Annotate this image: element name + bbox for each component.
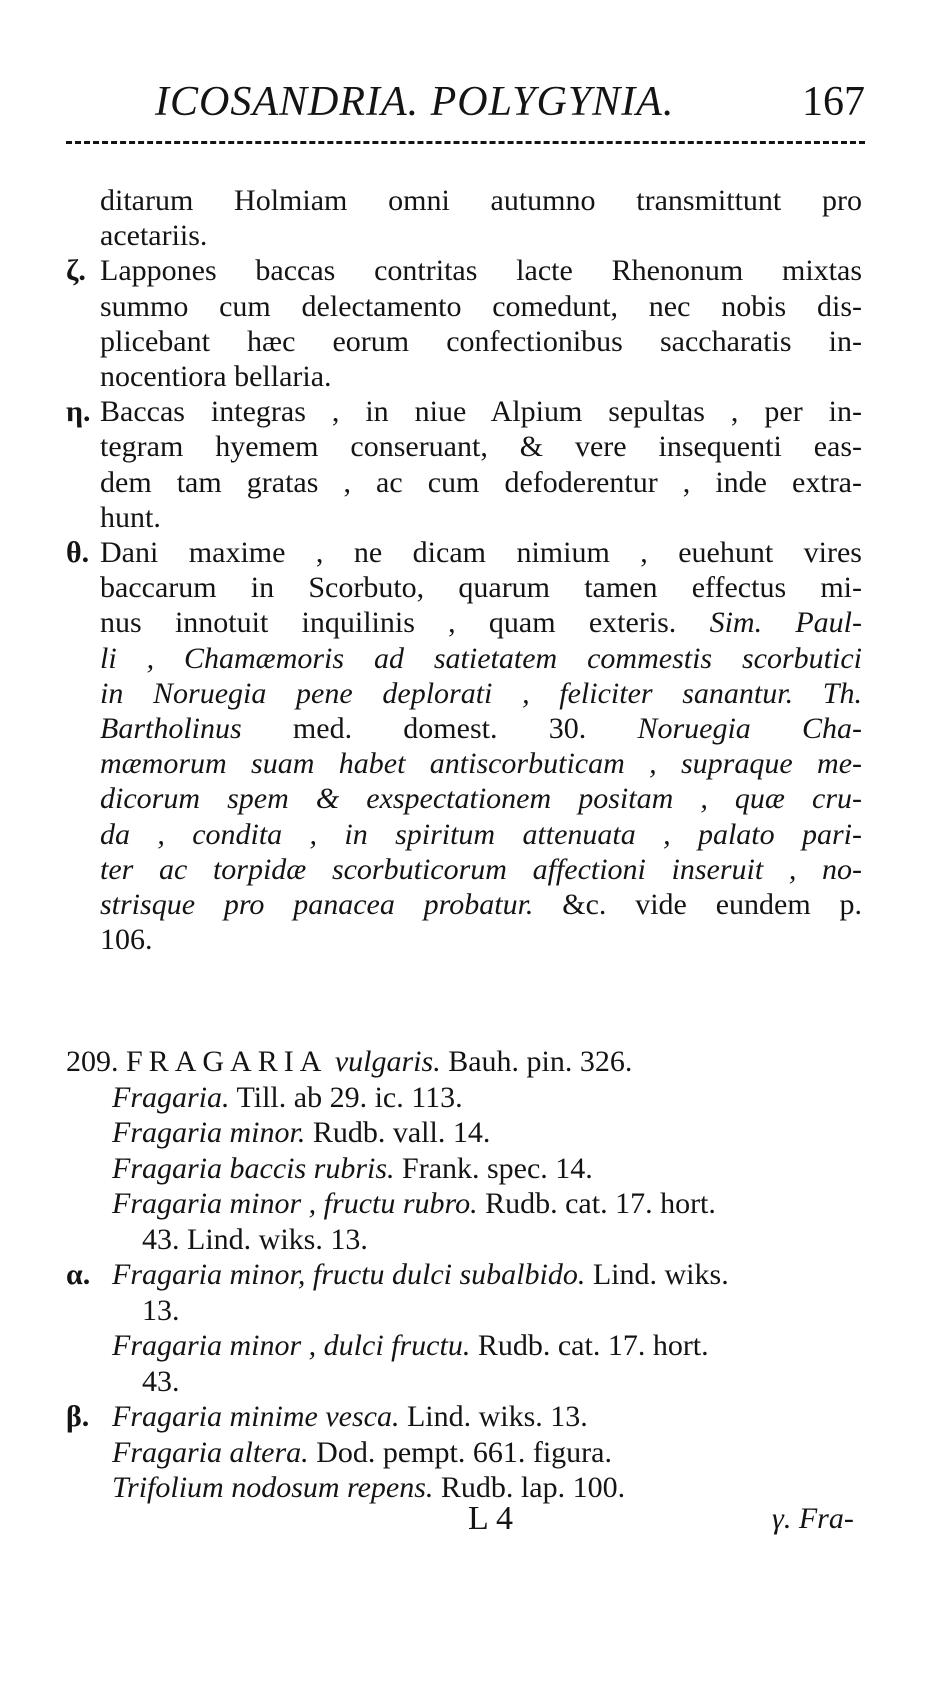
species-name: vulgaris. — [334, 1045, 441, 1078]
synonym-reference: Rudb. cat. 17. hort. — [477, 1187, 716, 1220]
text-line: acetariis. — [100, 219, 208, 253]
synonym-continuation: 43. Lind. wiks. 13. — [142, 1222, 368, 1256]
text-line: Baccas integras , in niue Alpium sepultas , per in- — [100, 395, 862, 429]
text-line: Lappones baccas contritas lacte Rhenonum mixtas — [100, 254, 862, 288]
text-line: ditarum Holmiam omni autumno transmittunt pro — [100, 184, 862, 217]
text-line: hunt. — [100, 500, 161, 534]
citation-author: Bartholinus — [100, 711, 242, 745]
text-run: &c. vide eundem p. — [533, 887, 862, 921]
synonym-line — [66, 1151, 876, 1187]
text-line: li , Chamæmoris ad satietatem commestis scorbutici — [100, 641, 862, 675]
synonym-name: Fragaria minor , fructu rubro. — [112, 1187, 478, 1220]
synonym-reference: Dod. pempt. 661. figura. — [308, 1435, 612, 1469]
synonym-name: Fragaria minor, fructu dulci subalbido. — [112, 1258, 586, 1291]
synonym-line — [66, 1115, 876, 1151]
running-title: ICOSANDRIA. POLYGYNIA. — [155, 79, 675, 125]
text-run: med. domest. 30. — [241, 711, 638, 745]
synonym-continuation: 13. — [142, 1293, 180, 1327]
text-run: Noruegia Cha- — [637, 711, 862, 745]
text-line: summo cum delectamento comedunt, nec nobis dis- — [100, 289, 862, 323]
entry-reference: Bauh. pin. 326. — [448, 1045, 633, 1078]
entry-heading — [66, 1044, 876, 1080]
text-line: baccarum in Scorbuto, quarum tamen effectus mi- — [100, 571, 862, 605]
synonym-reference: Till. ab 29. ic. 113. — [229, 1080, 463, 1114]
text-line: 106. — [100, 923, 153, 957]
synonym-name: Fragaria minor. — [112, 1116, 306, 1149]
text-line: in Noruegia pene deplorati , feliciter sanantur. Th. — [100, 676, 862, 710]
species-entry — [66, 1044, 876, 1506]
text-line: mæmorum suam habet antiscorbuticam , supraque me- — [100, 747, 862, 781]
text-line — [100, 711, 862, 746]
text-line: ter ac torpidæ scorbuticorum affectioni inseruit , no- — [100, 852, 862, 886]
synonym-line — [66, 1328, 876, 1364]
text-line: tegram hyemem conseruant, & vere insequenti eas- — [100, 430, 862, 464]
synonym-name: Fragaria minime vesca. — [112, 1400, 400, 1433]
synonym-reference: Lind. wiks. 13. — [399, 1400, 588, 1433]
synonym-line — [66, 1257, 876, 1293]
text-line: nocentiora bellaria. — [100, 359, 332, 393]
text-line: dem tam gratas , ac cum defoderentur , inde extra- — [100, 465, 862, 499]
variety-marker: β. — [66, 1400, 90, 1433]
text-line: plicebant hæc eorum confectionibus saccharatis in- — [100, 324, 862, 358]
page-header — [155, 78, 865, 128]
synonym-line — [66, 1186, 876, 1222]
synonym-name: Trifolium nodosum repens. — [112, 1471, 434, 1504]
signature-mark: L 4 — [468, 1500, 514, 1537]
text-line — [100, 605, 862, 640]
synonym-line — [66, 1435, 876, 1471]
variety-marker: α. — [66, 1258, 91, 1291]
synonym-continuation: 43. — [142, 1364, 180, 1398]
paragraph-marker: θ. — [66, 536, 90, 569]
page-number: 167 — [802, 79, 865, 125]
genus-name: FRAGARIA — [126, 1045, 328, 1078]
synonym-line — [66, 1080, 876, 1116]
text-run: strisque pro panacea probatur. — [100, 887, 534, 921]
text-line: da , condita , in spiritum attenuata , palato pari- — [100, 817, 862, 851]
text-line — [100, 887, 862, 922]
header-rule — [66, 141, 865, 144]
synonym-reference: Frank. spec. 14. — [394, 1151, 593, 1185]
synonym-reference: Rudb. cat. 17. hort. — [470, 1329, 709, 1362]
text-run: nus innotuit inquilinis , quam exteris. — [100, 606, 710, 640]
synonym-name: Fragaria minor , dulci fructu. — [112, 1329, 471, 1362]
synonym-name: Fragaria altera. — [112, 1435, 309, 1469]
entry-number: 209. — [66, 1045, 119, 1078]
synonym-reference: Rudb. lap. 100. — [433, 1471, 626, 1504]
synonym-reference: Rudb. vall. 14. — [305, 1116, 491, 1149]
catchword: γ. Fra- — [772, 1502, 854, 1535]
text-line: Dani maxime , ne dicam nimium , euehunt vires — [100, 536, 862, 569]
text-line: dicorum spem & exspectationem positam , quæ cru- — [100, 782, 862, 816]
synonym-name: Fragaria. — [112, 1080, 230, 1114]
paragraph-marker: ζ. — [66, 254, 86, 288]
citation-author: Sim. Paul- — [709, 606, 862, 640]
paragraph-marker: η. — [66, 395, 91, 429]
synonym-reference: Lind. wiks. — [585, 1258, 729, 1291]
synonym-line — [66, 1399, 876, 1435]
synonym-name: Fragaria baccis rubris. — [112, 1151, 395, 1185]
